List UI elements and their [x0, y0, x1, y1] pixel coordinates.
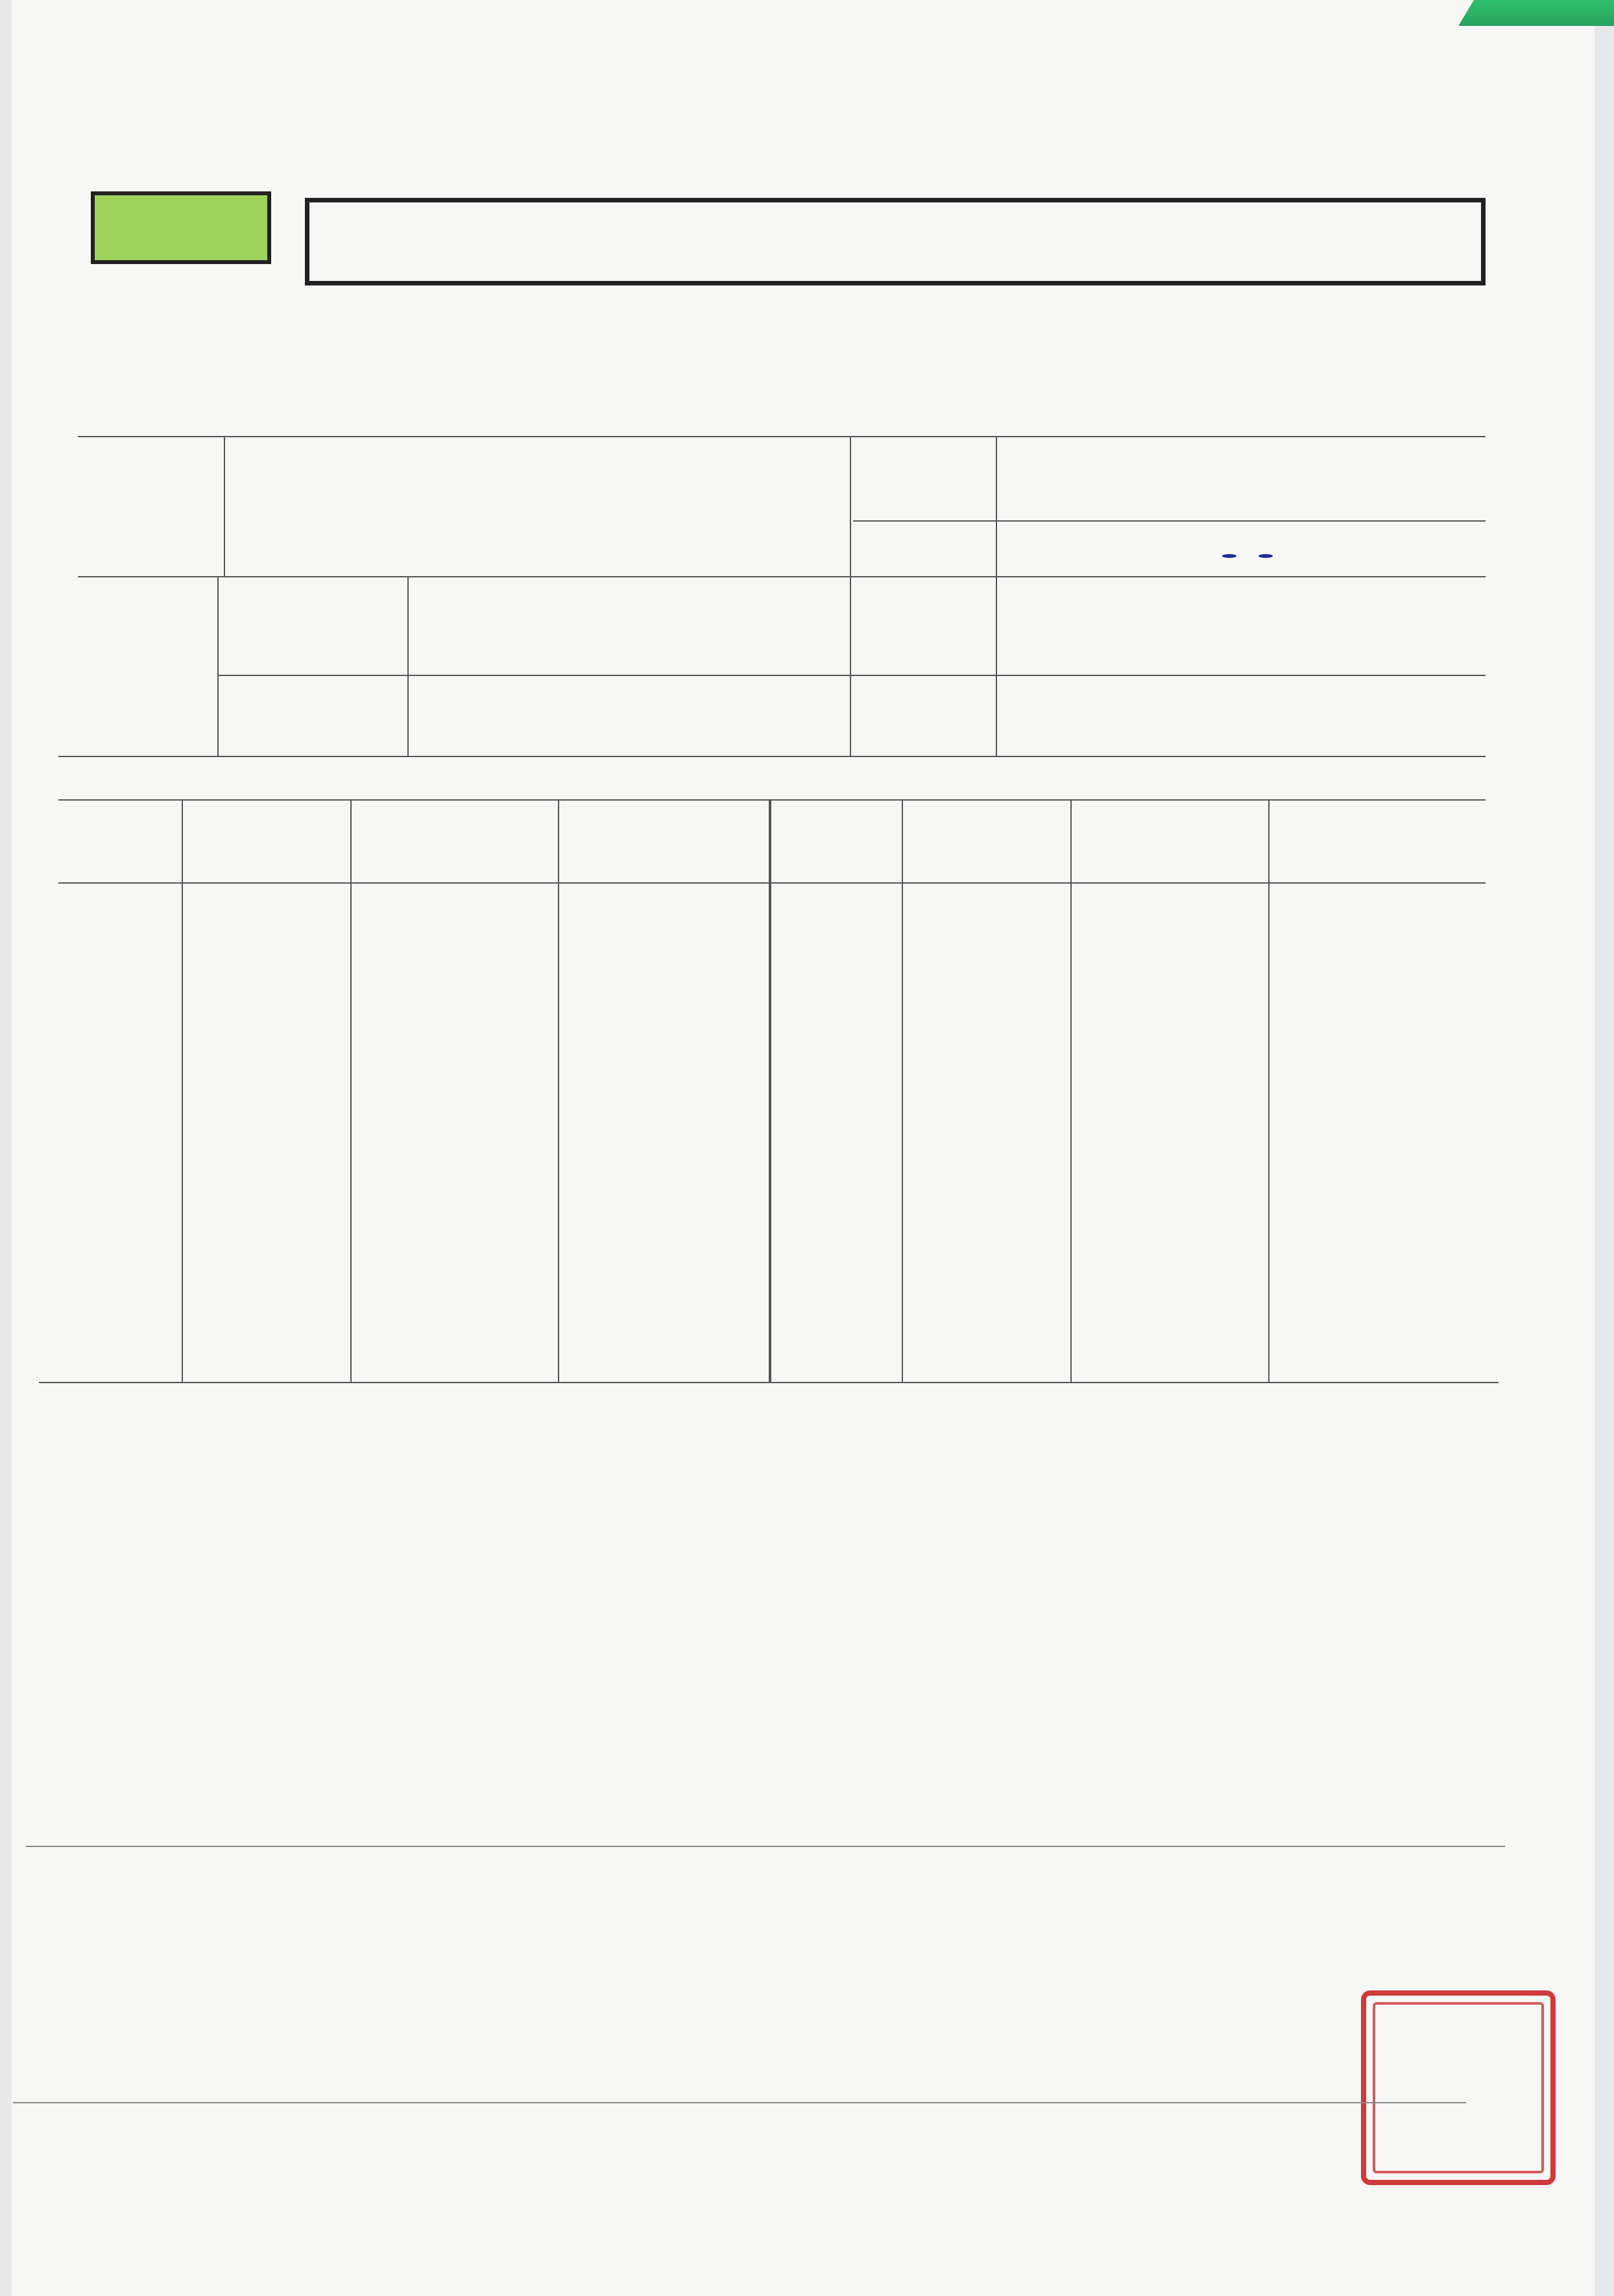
year-value: [996, 675, 1486, 756]
col-seq-right: [771, 799, 902, 882]
official-seal-stamp: [1361, 1990, 1556, 2185]
days-64-circled: [1259, 554, 1273, 558]
attachment-tag: [91, 191, 271, 264]
event-label: [850, 454, 996, 513]
contact-label: [217, 675, 407, 756]
staff-label: [78, 576, 217, 756]
col-academic-left: [558, 799, 769, 882]
col-academic-right: [1268, 799, 1486, 882]
col-days-right: [1070, 799, 1268, 882]
year-label: [850, 675, 996, 756]
contact-value[interactable]: [407, 675, 850, 756]
col-seq-left: [58, 799, 182, 882]
days-value: [996, 520, 1486, 576]
days-label: [850, 520, 996, 576]
col-days-left: [350, 799, 558, 882]
col-name-left: [182, 799, 350, 882]
division-value: [996, 576, 1486, 675]
days-used-handwritten[interactable]: [1222, 554, 1236, 558]
headline-box: [305, 198, 1486, 285]
school-value: [224, 454, 850, 584]
school-label: [78, 436, 224, 576]
division-label: [850, 576, 996, 675]
name-label: [217, 584, 407, 649]
event-value: [996, 454, 1486, 519]
days-value-line1: [1209, 531, 1273, 566]
document-page: [12, 0, 1595, 2296]
background-corner: [1458, 0, 1614, 26]
col-name-right: [902, 799, 1070, 882]
name-value-handwritten[interactable]: [407, 584, 850, 675]
